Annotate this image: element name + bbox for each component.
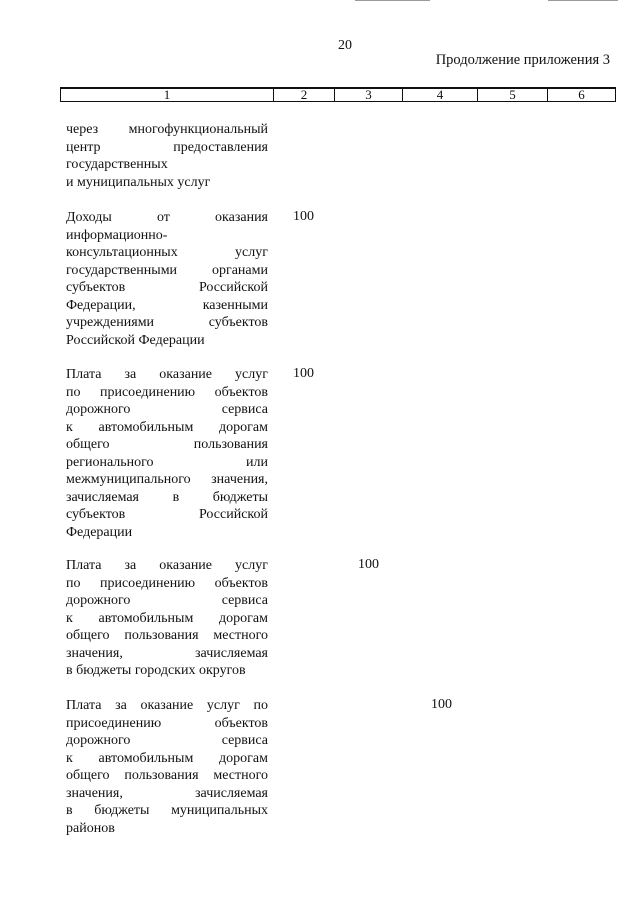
scan-edge-line (355, 0, 430, 1)
text-line: регионального или (66, 454, 268, 470)
text-line: в бюджеты городских округов (66, 663, 246, 678)
text-line: районов (66, 820, 115, 836)
column-2-value: 100 (293, 209, 314, 224)
text-line: субъектов Российской (66, 280, 268, 295)
revenue-description (66, 366, 268, 541)
text-line: Российской Федерации (66, 332, 205, 348)
text-line: к автомобильным дорогам (66, 610, 268, 626)
text-line: Плата за оказание услуг по (66, 698, 268, 713)
revenue-description (66, 209, 268, 349)
text-line: консультационных услуг (66, 245, 268, 260)
column-4-value: 100 (431, 697, 452, 712)
text-line: общего пользования (66, 437, 268, 452)
text-line: в бюджеты муниципальных (66, 803, 268, 818)
text-line: субъектов Российской (66, 507, 268, 522)
text-line: Федерации, казенными (66, 297, 268, 313)
column-header-row (61, 88, 616, 102)
text-line: к автомобильным дорогам (66, 750, 268, 766)
text-line: дорожного сервиса (66, 733, 268, 748)
text-line: по присоединению объектов (66, 384, 268, 400)
text-line: через многофункциональный (66, 122, 268, 137)
text-line: зачисляемая в бюджеты (66, 489, 268, 505)
text-line: государственных (66, 157, 168, 172)
text-line: Федерации (66, 524, 133, 540)
column-header: 4 (403, 88, 478, 102)
column-header: 3 (335, 88, 403, 102)
continuation-title: Продолжение приложения 3 (435, 52, 610, 68)
column-header-table (60, 87, 616, 102)
column-header: 6 (548, 88, 616, 102)
text-line: и муниципальных услуг (66, 174, 211, 190)
text-line: присоединению объектов (66, 715, 268, 731)
revenue-description (66, 697, 268, 837)
text-line: значения, зачисляемая (66, 645, 268, 661)
text-line: учреждениями субъектов (66, 315, 268, 330)
text-line: информационно- (66, 227, 168, 243)
text-line: общего пользования местного (66, 768, 268, 783)
text-line: значения, зачисляемая (66, 785, 268, 801)
text-line: межмуниципального значения, (66, 472, 268, 487)
text-line: по присоединению объектов (66, 575, 268, 591)
text-line: к автомобильным дорогам (66, 419, 268, 435)
column-header: 1 (61, 88, 274, 102)
text-line: государственными органами (66, 262, 268, 278)
text-line: дорожного сервиса (66, 402, 268, 417)
revenue-description (66, 121, 268, 191)
text-line: центр предоставления (66, 139, 268, 155)
column-header: 5 (478, 88, 548, 102)
scan-edge-line (548, 0, 618, 1)
column-header: 2 (274, 88, 335, 102)
column-2-value: 100 (293, 366, 314, 381)
revenue-description (66, 557, 268, 680)
text-line: общего пользования местного (66, 628, 268, 643)
column-3-value: 100 (358, 557, 379, 572)
text-line: Плата за оказание услуг (66, 367, 268, 382)
text-line: дорожного сервиса (66, 593, 268, 608)
text-line: Плата за оказание услуг (66, 558, 268, 573)
text-line: Доходы от оказания (66, 210, 268, 225)
page-number: 20 (338, 38, 352, 53)
